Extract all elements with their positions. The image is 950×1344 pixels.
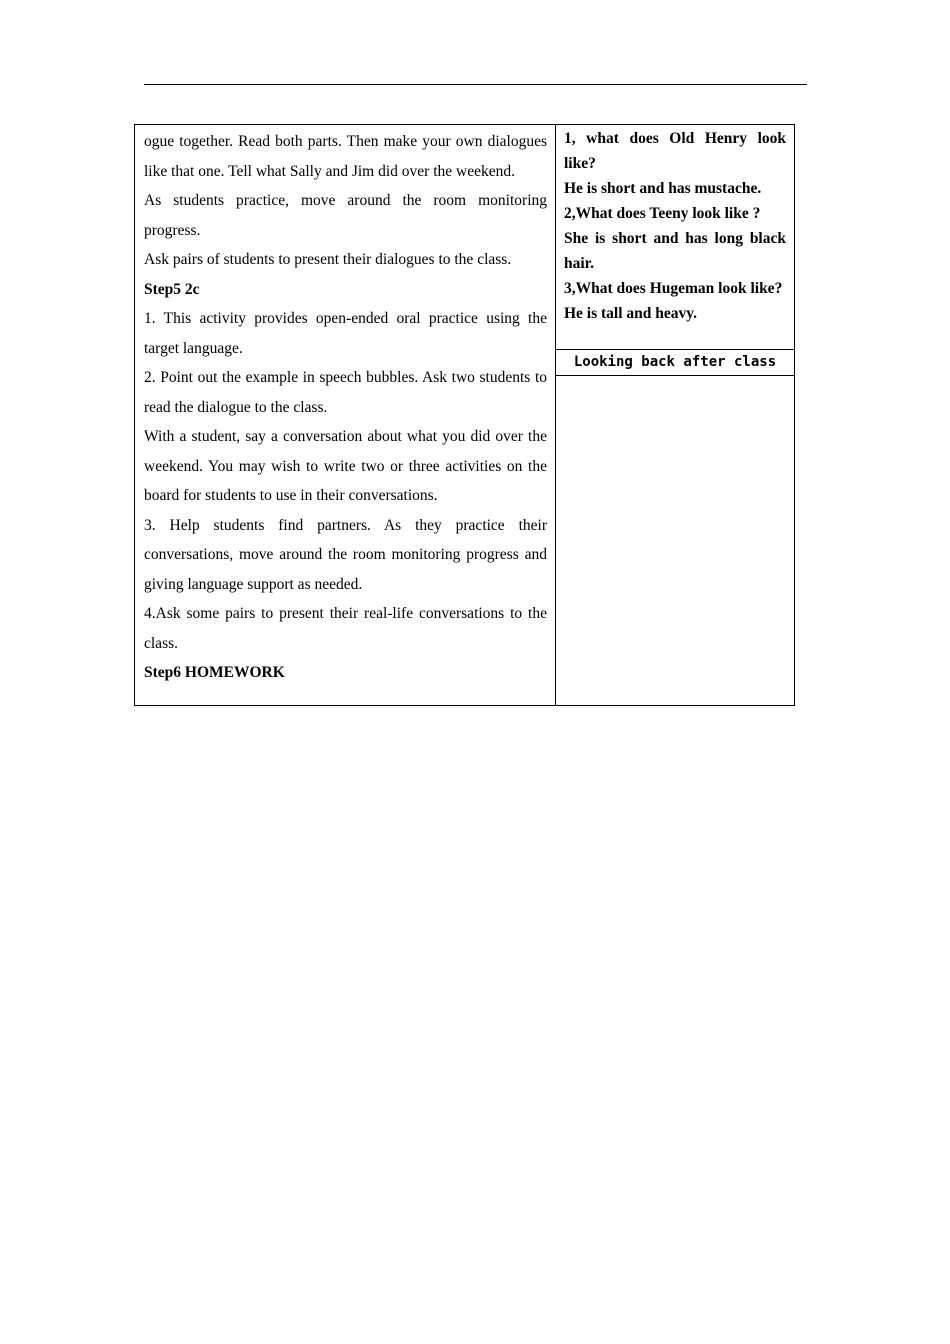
answer: He is short and has mustache. — [564, 180, 762, 197]
procedure-cell — [135, 125, 556, 706]
procedure-paragraph: 2. Point out the example in speech bubbles. Ask two students to read the dialogue to the class. — [144, 369, 547, 416]
procedure-paragraph: 1. This activity provides open-ended oral practice using the target language. — [144, 310, 547, 357]
answer: She is short and has long black hair. — [564, 230, 786, 272]
question: 2,What does Teeny look like ? — [564, 205, 761, 222]
answers-cell — [556, 125, 795, 350]
procedure-paragraph: Ask pairs of students to present their dialogues to the class. — [144, 251, 512, 268]
procedure-paragraph: As students practice, move around the room monitoring progress. — [144, 192, 547, 239]
question: 3,What does Hugeman look like? — [564, 280, 783, 297]
looking-back-heading: Looking back after class — [573, 354, 777, 371]
step-heading: Step6 HOMEWORK — [144, 664, 285, 681]
reflection-cell — [556, 376, 795, 706]
procedure-paragraph: With a student, say a conversation about what you did over the weekend. You may wish to write two or three activities on the board for students to use in their conversations. — [144, 428, 547, 504]
procedure-paragraph: 4.Ask some pairs to present their real-life conversations to the class. — [144, 605, 547, 652]
looking-back-cell — [556, 350, 795, 376]
procedure-paragraph: ogue together. Read both parts. Then make your own dialogues like that one. Tell what Sally and Jim did over the weekend. — [144, 133, 547, 180]
procedure-paragraph: 3. Help students find partners. As they practice their conversations, move around the room monitoring progress and giving language support as needed. — [144, 516, 547, 593]
header-rule — [144, 84, 807, 85]
lesson-plan-table — [134, 124, 795, 706]
question: 1, what does Old Henry look like? — [564, 130, 786, 172]
step-heading: Step5 2c — [144, 280, 200, 298]
answer: He is tall and heavy. — [564, 305, 698, 322]
